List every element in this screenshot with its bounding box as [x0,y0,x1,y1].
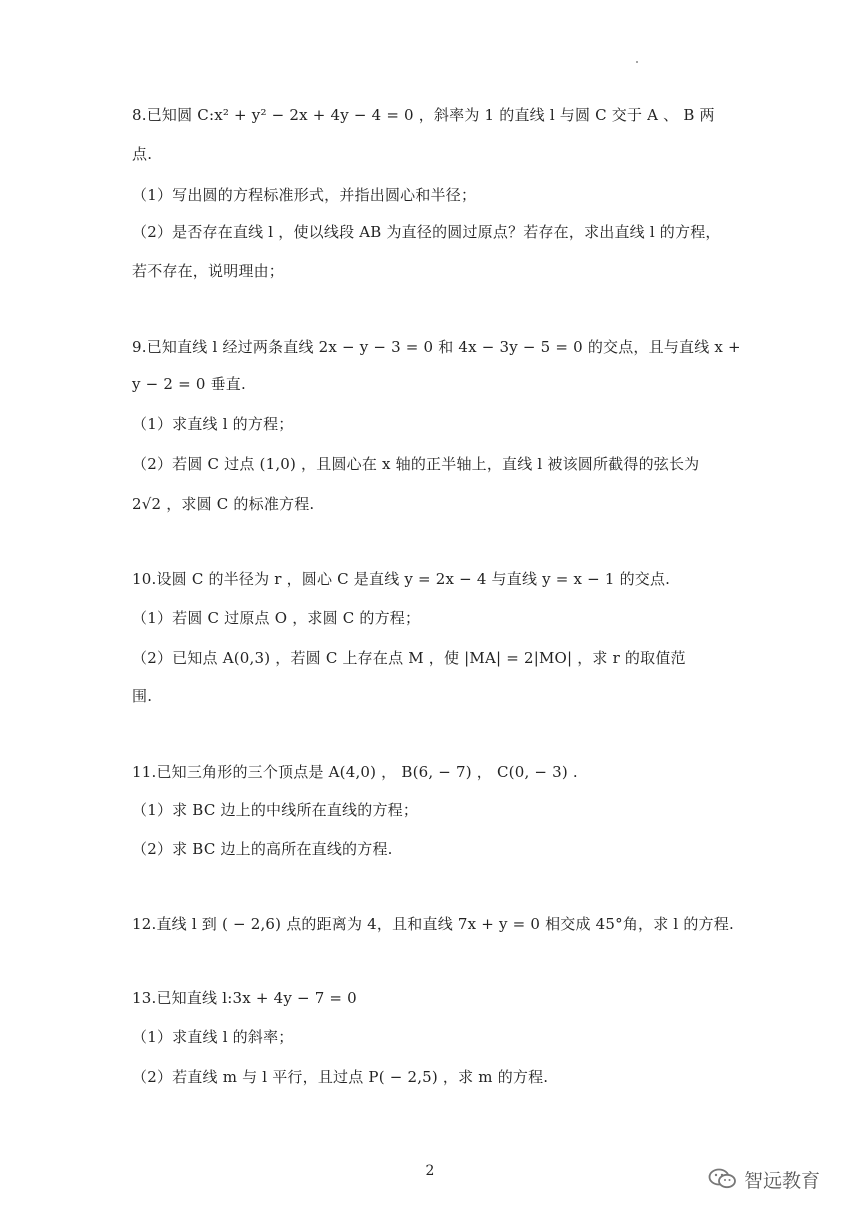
question-10-line-1: 10.设圆 C 的半径为 r ，圆心 C 是直线 y = 2x − 4 与直线 y = x − 1 的交点. [132,570,671,588]
watermark-text: 智远教育 [744,1169,821,1192]
question-9-part-1: （1）求直线 l 的方程； [132,415,294,433]
question-13-part-1: （1）求直线 l 的斜率； [132,1028,294,1046]
question-12-line-1: 12.直线 l 到 ( − 2,6) 点的距离为 4，且和直线 7x + y = 0 相交成 45°角，求 l 的方程. [132,915,734,933]
question-11-part-2: （2）求 BC 边上的高所在直线的方程. [132,840,393,858]
page-number: 2 [425,1163,435,1179]
question-13-line-1: 13.已知直线 l:3x + 4y − 7 = 0 [132,989,357,1007]
question-10-part-2-line-1: （2）已知点 A(0,3) ，若圆 C 上存在点 M ，使 |MA| = 2|MO| ，求 r 的取值范 [132,649,686,667]
wechat-icon [708,1167,738,1191]
question-11-line-1: 11.已知三角形的三个顶点是 A(4,0) ， B(6, − 7) ， C(0, − 3) . [132,763,578,781]
question-9-part-2-line-1: （2）若圆 C 过点 (1,0) ，且圆心在 x 轴的正半轴上，直线 l 被该圆所截得的弦长为 [132,455,700,473]
question-9-line-2: y − 2 = 0 垂直. [132,375,246,393]
question-11-part-1: （1）求 BC 边上的中线所在直线的方程； [132,801,419,819]
question-8-part-1: （1）写出圆的方程标准形式，并指出圆心和半径； [132,186,477,204]
question-8-part-2-line-2: 若不存在，说明理由； [132,262,285,280]
question-8-line-1: 8.已知圆 C:x² + y² − 2x + 4y − 4 = 0 ，斜率为 1 的直线 l 与圆 C 交于 A 、 B 两 [132,106,715,124]
watermark [708,1166,820,1192]
question-10-part-2-line-2: 围. [132,687,153,705]
question-8-line-2: 点. [132,145,153,163]
question-10-part-1: （1）若圆 C 过原点 O ，求圆 C 的方程； [132,609,421,627]
scan-dot [636,61,638,63]
question-9-part-2-line-2: 2√2 ，求圆 C 的标准方程. [132,495,315,513]
question-8-part-2-line-1: （2）是否存在直线 l ，使以线段 AB 为直径的圆过原点？若存在，求出直线 l 的方程， [132,223,721,241]
question-9-line-1: 9.已知直线 l 经过两条直线 2x − y − 3 = 0 和 4x − 3y − 5 = 0 的交点，且与直线 x + [132,338,741,356]
question-13-part-2: （2）若直线 m 与 l 平行，且过点 P( − 2,5) ，求 m 的方程. [132,1068,549,1086]
